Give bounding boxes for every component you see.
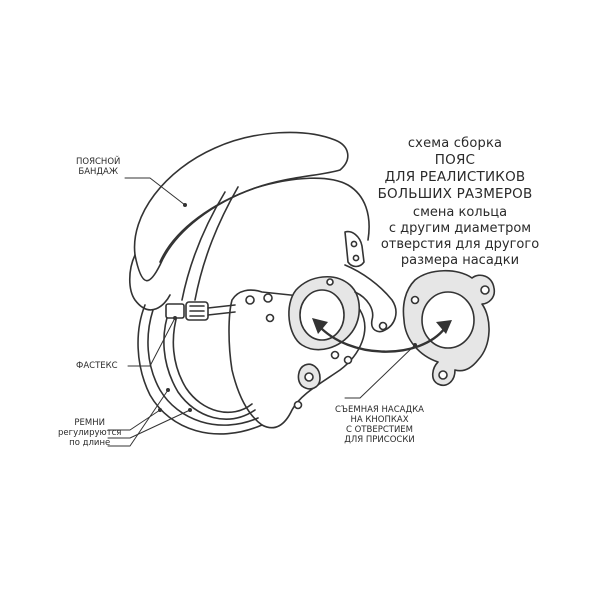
mounted-ring-snap-2 [345, 357, 352, 364]
leader-dot-straps-3 [166, 388, 170, 392]
replacement-ring-snap-2 [439, 371, 447, 379]
title-block [340, 135, 570, 203]
callout-straps-line-2: регулируются [58, 428, 122, 438]
snap-2 [264, 294, 272, 302]
title-line-2: ПОЯС [434, 152, 476, 168]
callout-attachment-line-3: С ОТВЕРСТИЕМ [345, 425, 414, 435]
note-line-1: смена кольца [412, 205, 508, 220]
connector-snap-2 [353, 255, 358, 260]
callout-belt-line-2: БАНДАЖ [78, 167, 119, 177]
snap-1 [246, 296, 254, 304]
callout-buckle [76, 361, 118, 371]
replacement-ring-snap-1 [481, 286, 489, 294]
leader-dot-buckle [173, 316, 177, 320]
leader-buckle [128, 318, 175, 366]
note-line-3: отверстия для другого [380, 237, 540, 252]
ring-change-note [360, 205, 560, 269]
replacement-ring-snap-3 [412, 297, 419, 304]
callout-straps-line-3: по длине [69, 438, 111, 448]
leader-dot-straps-2 [188, 408, 192, 412]
callout-attachment-line-1: СЪЕМНАЯ НАСАДКА [335, 405, 424, 415]
callout-belt-line-1: ПОЯСНОЙ [76, 157, 121, 167]
callout-straps [58, 418, 121, 448]
connector-snap-1 [351, 241, 356, 246]
callout-belt [76, 157, 120, 177]
callout-attachment [335, 405, 424, 445]
snap-3 [267, 315, 274, 322]
note-line-2: с другим диаметром [388, 221, 532, 236]
mounted-ring-hole [300, 290, 344, 340]
note-line-4: размера насадки [400, 253, 520, 268]
upper-strap-top-snap [327, 279, 333, 285]
title-line-4: БОЛЬШИХ РАЗМЕРОВ [377, 186, 533, 202]
upper-strap-snap [380, 323, 387, 330]
leader-dot-straps-1 [158, 408, 162, 412]
leader-dot-belt [183, 203, 187, 207]
callout-attachment-line-2: НА КНОПКАХ [350, 415, 409, 425]
title-line-3: ДЛЯ РЕАЛИСТИКОВ [384, 169, 526, 185]
mounted-ring-tab-hole [305, 373, 313, 381]
callout-straps-line-1: РЕМНИ [74, 418, 105, 428]
waist-belt [135, 132, 348, 280]
title-line-1: схема сборка [407, 136, 503, 151]
leader-dot-attachment [413, 343, 417, 347]
callout-attachment-line-4: ДЛЯ ПРИСОСКИ [344, 435, 415, 445]
mounted-ring-snap-1 [332, 352, 339, 359]
snap-4 [295, 402, 302, 409]
fastex-buckle-left [166, 304, 184, 318]
callout-buckle-line-1: ФАСТЕКС [76, 361, 118, 371]
